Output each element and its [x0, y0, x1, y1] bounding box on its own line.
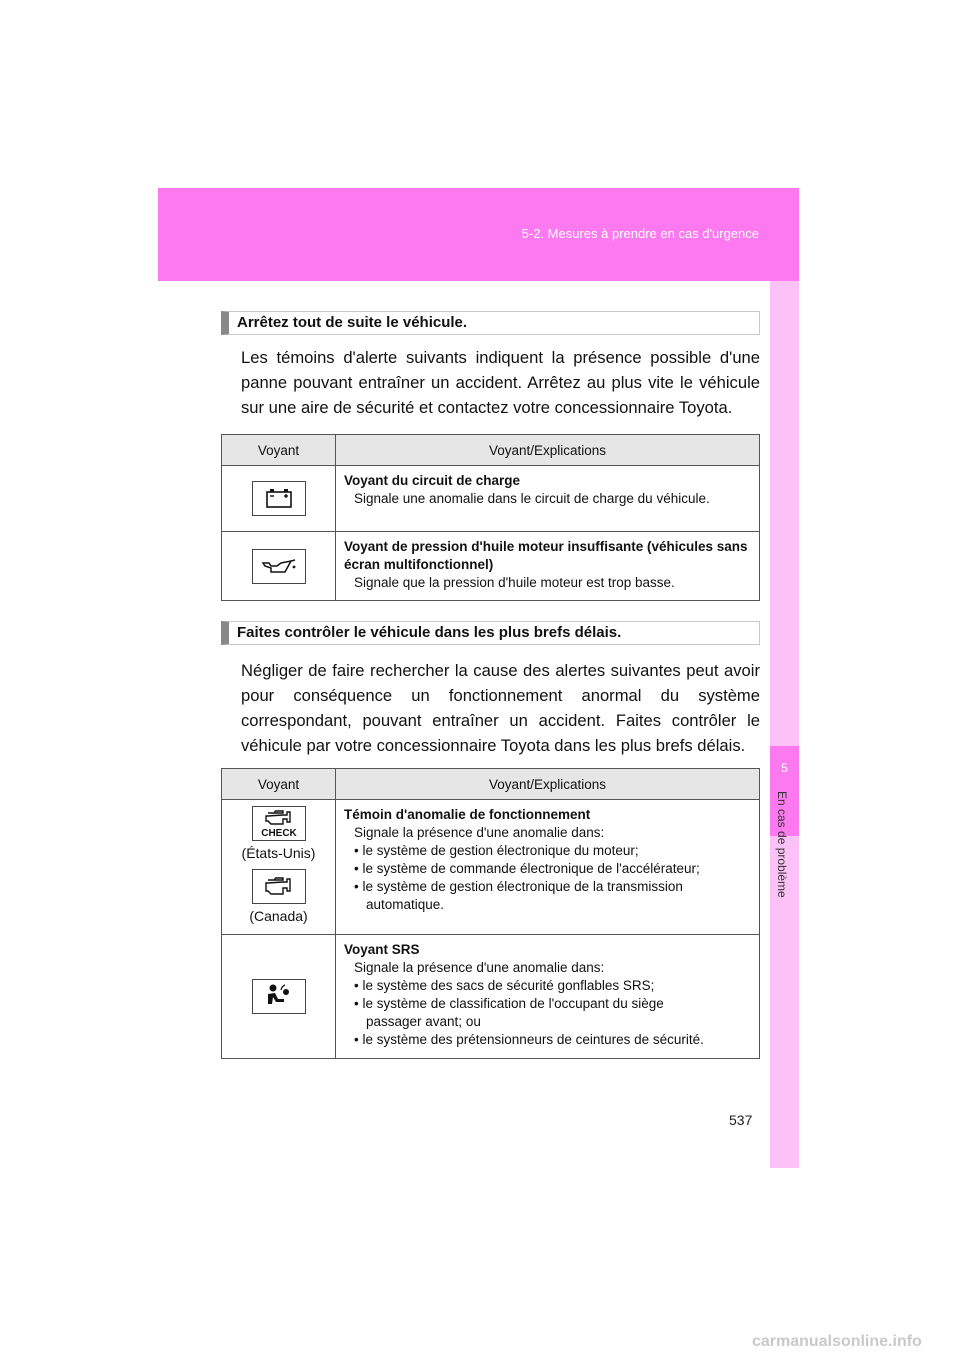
- section2-paragraph: Négliger de faire rechercher la cause des alertes suivantes peut avoir pour conséquence un fonctionnement anormal du système correspondant, pouvant entraîner un accident. Faites contrôler le véhicule par votre concessionnaire Toyota dans les plus brefs délais.: [241, 661, 760, 755]
- header-band: [158, 188, 799, 281]
- warning-table-check: [221, 768, 760, 1059]
- table-row: [222, 800, 760, 935]
- check-engine-icon: [252, 806, 306, 841]
- col-header-voyant: Voyant: [222, 435, 336, 466]
- section1-paragraph: Les témoins d'alerte suivants indiquent la présence possible d'une panne pouvant entraîner un accident. Arrêtez au plus vite le véhicule sur une aire de sécurité et contactez votre concessionnaire Toyota.: [241, 348, 760, 417]
- breadcrumb: 5-2. Mesures à prendre en cas d'urgence: [521, 226, 759, 241]
- col-header-explications: Voyant/Explications: [336, 769, 760, 800]
- col-header-explications: Voyant/Explications: [336, 435, 760, 466]
- check-text: CHECK: [260, 828, 297, 839]
- warning-table-stop: [221, 434, 760, 601]
- warning-title: Voyant de pression d'huile moteur insuffisante (véhicules sans écran multifonctionnel): [344, 539, 748, 572]
- section-heading-check: [221, 621, 760, 645]
- list-item: • le système de classification de l'occupant du siège: [354, 996, 664, 1011]
- chapter-label: En cas de problème: [775, 791, 789, 898]
- list-item: • le système des prétensionneurs de ceintures de sécurité.: [354, 1032, 704, 1047]
- chapter-number: 5: [781, 761, 788, 775]
- table-row: [222, 532, 760, 601]
- warning-title: Voyant du circuit de charge: [344, 473, 521, 488]
- col-header-voyant: Voyant: [222, 769, 336, 800]
- list-item-continuation: passager avant; ou: [366, 1014, 481, 1029]
- section-heading-stop: [221, 311, 760, 335]
- warning-desc: Signale la présence d'une anomalie dans:: [354, 960, 605, 975]
- warning-desc: Signale que la pression d'huile moteur est trop basse.: [354, 575, 675, 590]
- section-heading-text: Faites contrôler le véhicule dans les plus brefs délais.: [237, 624, 622, 641]
- page-number: 537: [729, 1112, 753, 1128]
- table-row: [222, 466, 760, 532]
- chapter-side-tab: [770, 281, 799, 1168]
- list-item-continuation: automatique.: [366, 897, 445, 912]
- warning-title: Témoin d'anomalie de fonctionnement: [344, 807, 591, 822]
- warning-desc: Signale la présence d'une anomalie dans:: [354, 825, 605, 840]
- list-item: • le système de gestion électronique du moteur;: [354, 843, 639, 858]
- engine-icon: [252, 869, 306, 904]
- battery-charge-icon: [252, 481, 306, 516]
- srs-airbag-icon: [252, 979, 306, 1014]
- warning-title: Voyant SRS: [344, 942, 420, 957]
- oil-pressure-icon: [252, 549, 306, 584]
- table-row: [222, 935, 760, 1059]
- watermark: carmanualsonline.info: [752, 1333, 922, 1350]
- region-label-us: (États-Unis): [241, 845, 316, 861]
- region-label-canada: (Canada): [249, 908, 308, 924]
- list-item: • le système de commande électronique de l'accélérateur;: [354, 861, 700, 876]
- list-item: • le système des sacs de sécurité gonflables SRS;: [354, 978, 655, 993]
- warning-desc: Signale une anomalie dans le circuit de charge du véhicule.: [354, 491, 710, 506]
- section-heading-text: Arrêtez tout de suite le véhicule.: [237, 314, 468, 331]
- list-item: • le système de gestion électronique de la transmission: [354, 879, 683, 894]
